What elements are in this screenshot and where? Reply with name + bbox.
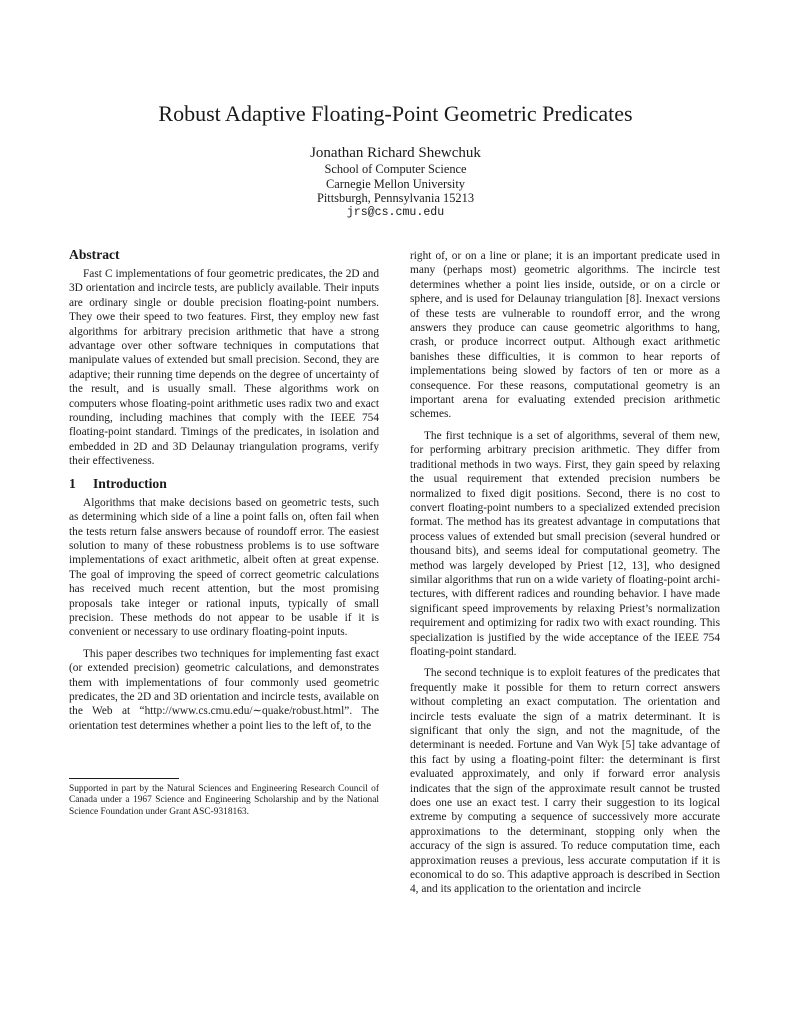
- author-name: Jonathan Richard Shewchuk: [310, 145, 481, 161]
- affiliation-school: School of Computer Science: [324, 162, 467, 176]
- right-column: [410, 249, 720, 897]
- intro-paragraph-continued: right of, or on a line or plane; it is an important predicate used in many (perhaps most) geometric algorithms. The incircle test determines whether a point lies inside, outside, or on a circle or sphere, and is used for Delaunay triangulation [8]. Inexact versions of these tests are vulnerable to roundoff error, and the wrong answers they produce can cause geometric algorithms to hang, crash, or produce incorrect output. Although exact arithmetic banishes these difficulties, it is common to hear reports of implementations being slowed by factors of ten or more as a consequence. For these reasons, computational geometry is an important arena for evaluating extended precision arithmetic schemes.: [410, 250, 720, 421]
- intro-paragraph: Algorithms that make decisions based on geometric tests, such as determining which side of a line a point falls on, often fail when the tests return false answers because of roundoff error. The easiest solution to many of these robustness problems is to use software implementations of exact arithmetic, albeit often at great expense. The goal of improving the speed of correct geometric calculations has received much recent attention, but the most promising proposals take integer or rational inputs, typically of small precision. These methods do not appear to be usable if it is convenient or necessary to use ordinary floating-point inputs.: [69, 496, 379, 639]
- left-column: [69, 246, 379, 733]
- intro-paragraph: The first technique is a set of algorithms, several of them new, for performing arbitrary precision arithmetic. They differ from traditional methods in two ways. First, they gain speed by relaxing the usual requirement that extended precision numbers be normalized to fixed digit positions. Second, there is no cost to convert floating-point numbers to a specialized extended precision format. The method has its greatest advantage in computations that process values of extended but small precision (several hundred or thousand bits), and seems ideal for computational geometry. The method was largely developed by Priest [12, 13], who designed similar algorithms that run on a wide variety of floating-point architectures, with different radices and rounding behavior. I have made significant speed improvements by relaxing Priest’s normalization requirement and optimizing for radix two with exact rounding. This specialization is justified by the wide acceptance of the IEEE 754 floating-point standard.: [410, 429, 720, 658]
- paper-title: Robust Adaptive Floating-Point Geometric Predicates: [158, 101, 633, 126]
- author-block: [0, 144, 791, 220]
- affiliation-address: Pittsburgh, Pennsylvania 15213: [316, 191, 475, 206]
- section-number: 1: [69, 475, 76, 491]
- intro-paragraph: The second technique is to exploit features of the predicates that frequently make it possible for them to return correct answers without completing an exact computation. The orientation and incircle tests evaluate the sign of a matrix determinant. It is significant that only the sign, and not the magnitude, of the determinant is needed. Fortune and Van Wyk [5] take advantage of this fact by using a floating-point filter: the determinant is first evaluated approximately, and only if forward error analysis indicates that the sign of the approximate result cannot be trusted does one use an exact test. I carry their suggestion to its logical extreme by computing a sequence of successively more accurate approximations to the determinant, stopping only when the accuracy of the sign is assured. To reduce computation time, each approximation reuses a previous, less accurate computation if it is economical to do so. This adaptive approach is described in Section 4, and its application to the orientation and incircle: [410, 667, 720, 896]
- abstract-heading: Abstract: [69, 247, 120, 262]
- section-title: Introduction: [93, 475, 167, 491]
- footnote-divider: [69, 778, 179, 779]
- intro-paragraph: This paper describes two techniques for implementing fast exact (or extended precision) geometric calculations, and demonstrates them with implementations of four commonly used geometric predicates, the 2D and 3D orientation and incircle tests, available on the Web at “http://www.cs.cmu.edu/∼quake/robust.html”. The orientation test determines whether a point lies to the left of, to the: [69, 647, 379, 732]
- affiliation-university: Carnegie Mellon University: [325, 176, 466, 191]
- author-email: jrs@cs.cmu.edu: [346, 205, 445, 219]
- introduction-heading: [69, 475, 379, 492]
- abstract-text: Fast C implementations of four geometric predicates, the 2D and 3D orientation and incircle tests, are publicly available. Their inputs are ordinary single or double precision floating-point numbers. They owe their speed to two features. First, they employ new fast algorithms for arbitrary precision arithmetic that have a strong advantage over other software techniques in computations that manipulate values of extended but small precision. Second, they are adaptive; their running time depends on the degree of uncertainty of the result, and is usually small. These algorithms work on computers whose floating-point arithmetic uses radix two and exact rounding, including machines that comply with the IEEE 754 floating-point standard. Timings of the predicates, in isolation and embedded in 2D and 3D Delaunay triangulation programs, verify their effectiveness.: [69, 268, 379, 468]
- footnote: Supported in part by the Natural Sciences and Engineering Research Council of Canada under a 1967 Science and Engineering Scholarship and by the National Science Foundation under Grant ASC-9318163.: [69, 784, 379, 817]
